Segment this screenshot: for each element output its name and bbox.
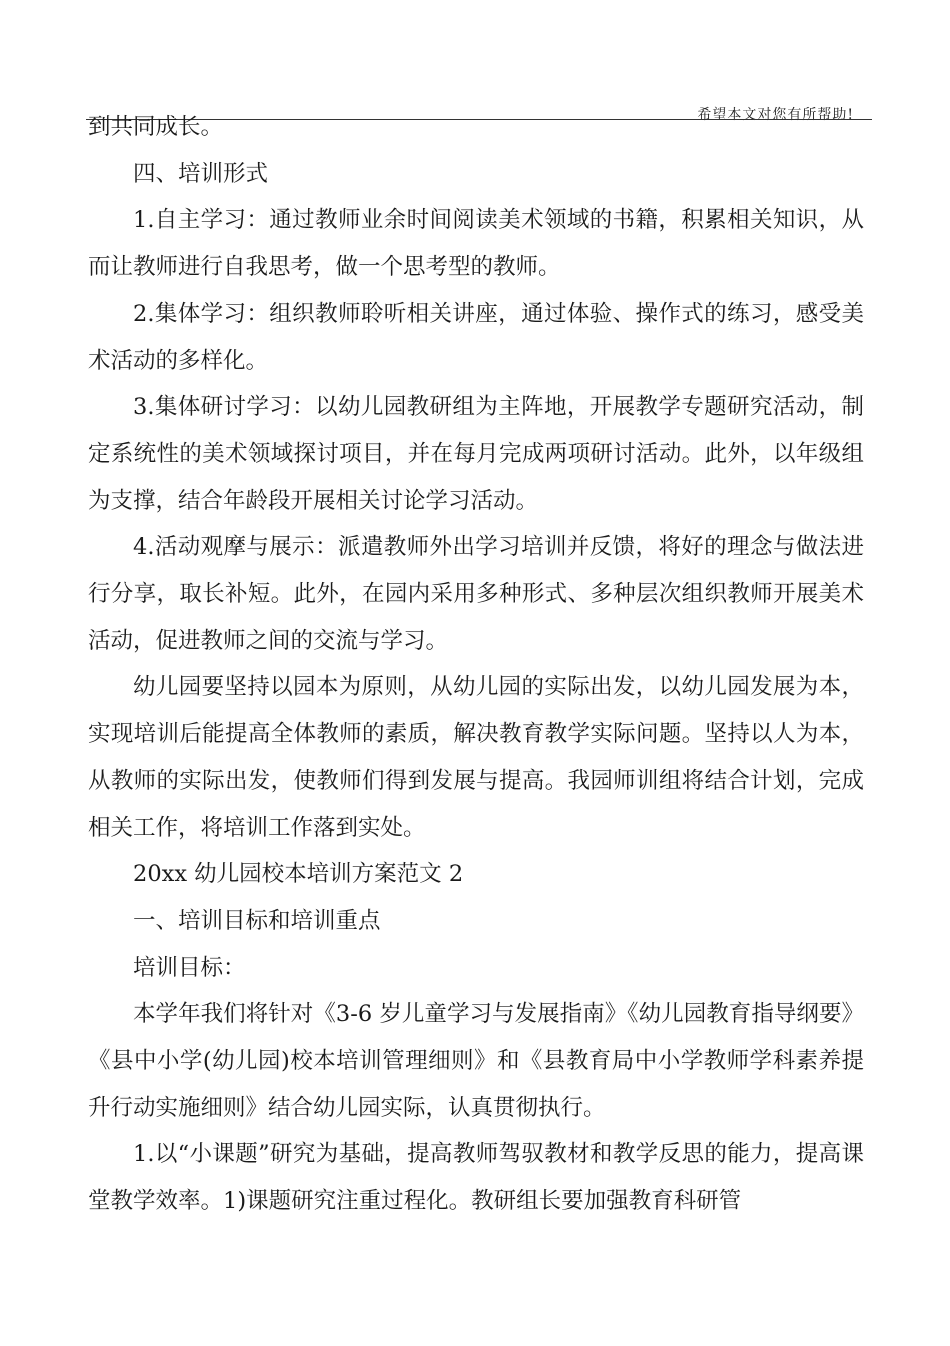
paragraph-self-study: 1.自主学习：通过教师业余时间阅读美术领域的书籍，积累相关知识，从而让教师进行自我思考，做一个思考型的教师。 xyxy=(88,207,864,281)
paragraph-continuation: 到共同成长。 xyxy=(88,114,224,140)
paragraph-principles: 幼儿园要坚持以园本为原则，从幼儿园的实际出发，以幼儿园发展为本，实现培训后能提高全体教师的素质，解决教育教学实际问题。坚持以人为本，从教师的实际出发，使教师们得到发展与提高。我园师训组将结合计划，完成相关工作，将培训工作落到实处。 xyxy=(88,674,864,841)
paragraph-goal-1: 1.以“小课题”研究为基础，提高教师驾驭教材和教学反思的能力，提高课堂教学效率。1)课题研究注重过程化。教研组长要加强教育科研管 xyxy=(88,1141,864,1215)
paragraph-goals-intro: 本学年我们将针对《3-6 岁儿童学习与发展指南》《幼儿园教育指导纲要》《县中小学(幼儿园)校本培训管理细则》和《县教育局中小学教师学科素养提升行动实施细则》结合幼儿园实际，认真贯彻执行。 xyxy=(88,1001,864,1121)
subheading-training-goals: 培训目标： xyxy=(133,954,246,981)
section-heading-training-forms: 四、培训形式 xyxy=(133,160,269,187)
header-note: 希望本文对您有所帮助! xyxy=(697,107,854,123)
document-body xyxy=(88,104,864,1225)
paragraph-observation: 4.活动观摩与展示：派遣教师外出学习培训并反馈，将好的理念与做法进行分享，取长补短。此外，在园内采用多种形式、多种层次组织教师开展美术活动，促进教师之间的交流与学习。 xyxy=(88,534,864,654)
paragraph-group-study: 2.集体学习：组织教师聆听相关讲座，通过体验、操作式的练习，感受美术活动的多样化。 xyxy=(88,300,864,374)
paragraph-group-research: 3.集体研讨学习：以幼儿园教研组为主阵地，开展教学专题研究活动，制定系统性的美术领域探讨项目，并在每月完成两项研讨活动。此外，以年级组为支撑，结合年龄段开展相关讨论学习活动。 xyxy=(88,394,864,514)
document-section-title: 20xx 幼儿园校本培训方案范文 2 xyxy=(133,861,464,888)
section-heading-goals: 一、培训目标和培训重点 xyxy=(133,907,381,934)
